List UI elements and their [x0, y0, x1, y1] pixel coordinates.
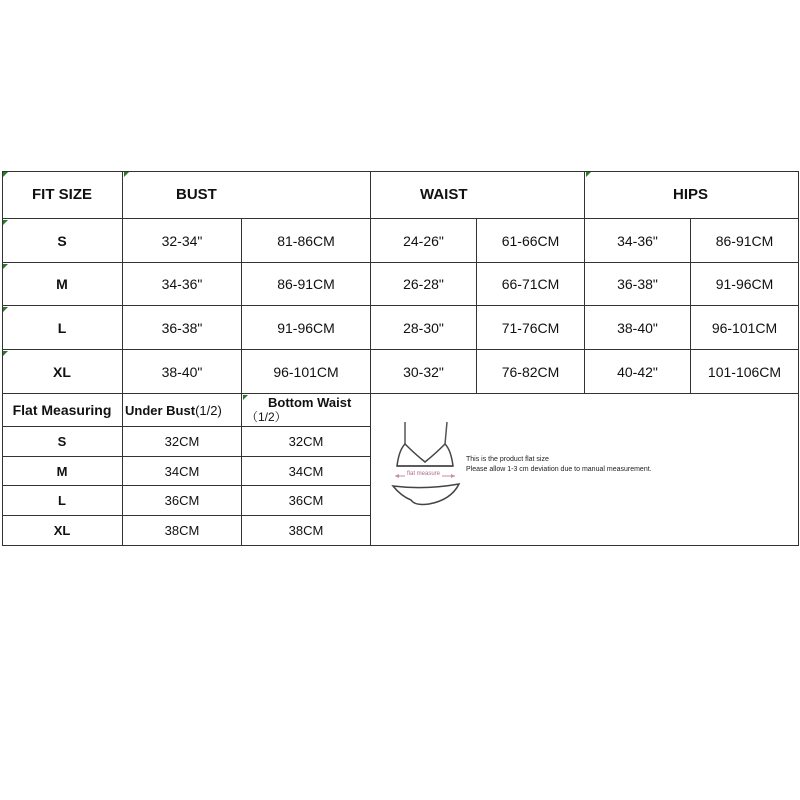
- bust-cm-cell: 81-86CM: [242, 219, 371, 263]
- size-cell: M: [2, 263, 123, 306]
- corner-marker: [243, 395, 248, 400]
- under-bust-fraction: (1/2): [195, 402, 222, 418]
- hips-inches-cell: 40-42": [585, 350, 691, 394]
- flat-size-cell: M: [2, 457, 123, 486]
- header-bust: BUST: [123, 171, 371, 219]
- corner-marker: [586, 172, 591, 177]
- bust-cm-cell: 96-101CM: [242, 350, 371, 394]
- waist-cm-cell: 71-76CM: [477, 306, 585, 350]
- bottom-waist-cell: 32CM: [242, 427, 371, 457]
- header-under-bust: [123, 394, 242, 427]
- under-bust-cell: 34CM: [123, 457, 242, 486]
- size-cell: L: [2, 306, 123, 350]
- hips-cm-cell: 96-101CM: [691, 306, 799, 350]
- waist-inches-cell: 30-32": [371, 350, 477, 394]
- flat-size-note-line2: Please allow 1-3 cm deviation due to manual measurement.: [466, 466, 652, 473]
- hips-cm-cell: 91-96CM: [691, 263, 799, 306]
- waist-cm-cell: 66-71CM: [477, 263, 585, 306]
- bottom-waist-label: Bottom Waist: [268, 395, 352, 410]
- hips-cm-cell: 101-106CM: [691, 350, 799, 394]
- corner-marker: [3, 172, 8, 177]
- waist-inches-cell: 26-28": [371, 263, 477, 306]
- bust-cm-cell: 91-96CM: [242, 306, 371, 350]
- bottom-waist-cell: 36CM: [242, 486, 371, 516]
- header-hips: HIPS: [585, 171, 799, 219]
- flat-size-cell: XL: [2, 516, 123, 546]
- hips-inches-cell: 34-36": [585, 219, 691, 263]
- flat-size-cell: L: [2, 486, 123, 516]
- header-flat-measuring: Flat Measuring: [2, 394, 123, 427]
- hips-inches-cell: 38-40": [585, 306, 691, 350]
- hips-cm-cell: 86-91CM: [691, 219, 799, 263]
- flat-size-note: [466, 455, 652, 475]
- waist-inches-cell: 28-30": [371, 306, 477, 350]
- under-bust-cell: 36CM: [123, 486, 242, 516]
- flat-measure-label: flat measure: [407, 471, 441, 477]
- bottom-waist-fraction: （1/2）: [246, 410, 287, 424]
- under-bust-cell: 38CM: [123, 516, 242, 546]
- bust-inches-cell: 36-38": [123, 306, 242, 350]
- header-fit-size: FIT SIZE: [2, 171, 123, 219]
- bust-cm-cell: 86-91CM: [242, 263, 371, 306]
- size-cell: XL: [2, 350, 123, 394]
- under-bust-cell: 32CM: [123, 427, 242, 457]
- flat-size-cell: S: [2, 427, 123, 457]
- corner-marker: [124, 172, 129, 177]
- corner-marker: [3, 220, 8, 225]
- hips-inches-cell: 36-38": [585, 263, 691, 306]
- waist-cm-cell: 61-66CM: [477, 219, 585, 263]
- corner-marker: [3, 307, 8, 312]
- corner-marker: [3, 264, 8, 269]
- bust-inches-cell: 34-36": [123, 263, 242, 306]
- header-bottom-waist: [242, 394, 371, 427]
- header-waist: WAIST: [371, 171, 585, 219]
- bust-inches-cell: 38-40": [123, 350, 242, 394]
- bust-inches-cell: 32-34": [123, 219, 242, 263]
- bottom-waist-cell: 34CM: [242, 457, 371, 486]
- waist-inches-cell: 24-26": [371, 219, 477, 263]
- flat-size-note-line1: This is the product flat size: [466, 456, 549, 463]
- under-bust-label: Under Bust: [125, 402, 196, 418]
- bottom-waist-cell: 38CM: [242, 516, 371, 546]
- corner-marker: [3, 351, 8, 356]
- illustration-panel: [371, 394, 799, 546]
- waist-cm-cell: 76-82CM: [477, 350, 585, 394]
- size-cell: S: [2, 219, 123, 263]
